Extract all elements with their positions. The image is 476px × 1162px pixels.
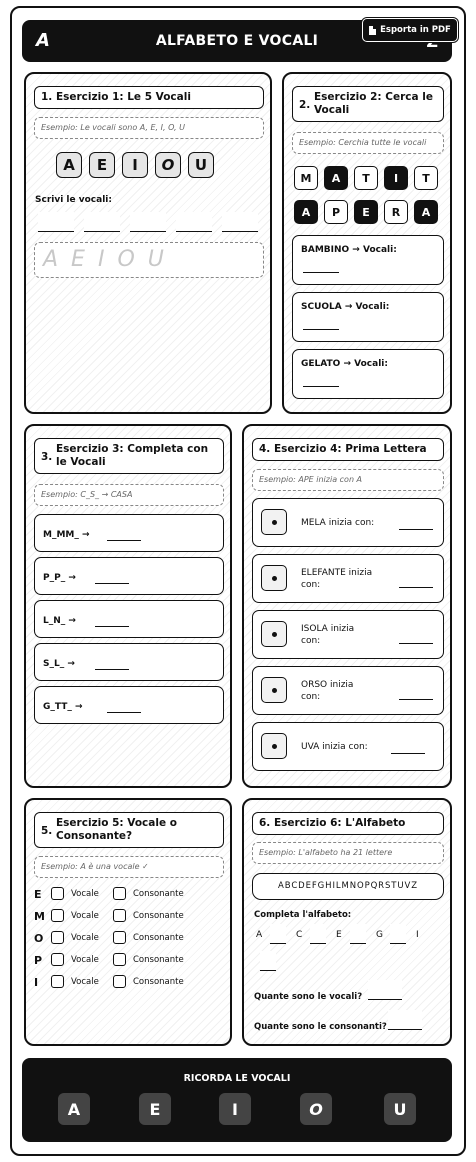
alphabet-letter: E xyxy=(336,930,342,940)
letter-grid-cell[interactable]: T xyxy=(354,166,378,190)
exercise-4-card xyxy=(242,424,452,788)
letter-grid-cell[interactable]: I xyxy=(384,166,408,190)
exercise-5-card xyxy=(24,798,232,1046)
word-vowels-box xyxy=(292,292,444,342)
alphabet-strip: ABCDEFGHILMNOPQRSTUVZ xyxy=(252,873,444,900)
vowel-answer-line[interactable] xyxy=(176,212,212,232)
exercise-2-title-text: Esercizio 2: Cerca le Vocali xyxy=(314,91,433,116)
exercise-5-number: 5. xyxy=(41,825,53,837)
exercise-1-title: 1. Esercizio 1: Le 5 Vocali xyxy=(34,86,264,109)
letter-grid-cell[interactable]: P xyxy=(324,200,348,224)
vowel-checkbox[interactable] xyxy=(51,887,64,900)
letter-label: E xyxy=(34,888,42,901)
consonant-checkbox[interactable] xyxy=(113,931,126,944)
word-vowels-box xyxy=(292,235,444,285)
dot-icon xyxy=(272,520,277,525)
letter-grid-cell[interactable]: A xyxy=(294,200,318,224)
consonant-checkbox[interactable] xyxy=(113,975,126,988)
complete-word-box xyxy=(34,643,224,681)
exercise-3-title xyxy=(34,438,224,474)
exercise-3-title-text: Esercizio 3: Completa con le Vocali xyxy=(56,443,209,468)
word-pattern: P_P_ → xyxy=(43,573,76,583)
exercise-2-title xyxy=(292,86,444,122)
vowel-count-answer[interactable] xyxy=(368,980,402,1000)
picture-placeholder xyxy=(261,509,287,535)
first-letter-question: ORSO inizia con: xyxy=(301,680,354,702)
alphabet-blank[interactable] xyxy=(350,924,366,944)
alphabet-letter: I xyxy=(416,930,419,940)
vowel-answer-line[interactable] xyxy=(38,212,74,232)
write-vowels-label: Scrivi le vocali: xyxy=(35,195,112,205)
complete-word-box xyxy=(34,557,224,595)
footer-vowel-e: E xyxy=(139,1093,171,1125)
picture-placeholder xyxy=(261,565,287,591)
vowel-tile-e: E xyxy=(89,152,115,178)
export-pdf-label: Esporta in PDF xyxy=(380,25,451,35)
exercise-5-title xyxy=(34,812,224,848)
alphabet-blank[interactable] xyxy=(270,924,286,944)
alphabet-letter: G xyxy=(376,930,383,940)
footer-vowel-a: A xyxy=(58,1093,90,1125)
first-letter-box xyxy=(252,666,444,715)
vowel-label: Vocale xyxy=(71,889,99,899)
word-vowels-answer[interactable] xyxy=(303,272,339,273)
complete-word-box xyxy=(34,686,224,724)
word-vowels-box xyxy=(292,349,444,399)
alphabet-blank[interactable] xyxy=(310,924,326,944)
letter-grid-cell[interactable]: T xyxy=(414,166,438,190)
word-pattern: G_TT_ → xyxy=(43,702,83,712)
trace-vowels-box: AEIOU xyxy=(34,242,264,278)
footer-vowel-u: U xyxy=(384,1093,416,1125)
word-pattern: M_MM_ → xyxy=(43,530,90,540)
header-letter-a: A xyxy=(36,30,50,51)
word-answer-line[interactable] xyxy=(107,540,141,541)
page-title: ALFABETO E VOCALI xyxy=(155,33,319,49)
consonant-label: Consonante xyxy=(133,977,184,987)
picture-placeholder xyxy=(261,621,287,647)
letter-label: M xyxy=(34,910,45,923)
consonant-label: Consonante xyxy=(133,933,184,943)
first-letter-answer[interactable] xyxy=(399,587,433,588)
first-letter-box xyxy=(252,610,444,659)
dot-icon xyxy=(272,744,277,749)
exercise-6-title: 6. Esercizio 6: L'Alfabeto xyxy=(252,812,444,835)
vowel-label: Vocale xyxy=(71,955,99,965)
complete-word-box xyxy=(34,514,224,552)
dot-icon xyxy=(272,688,277,693)
vowel-answer-line[interactable] xyxy=(84,212,120,232)
first-letter-answer[interactable] xyxy=(399,699,433,700)
word-answer-line[interactable] xyxy=(95,583,129,584)
vowel-label: Vocale xyxy=(71,977,99,987)
consonant-checkbox[interactable] xyxy=(113,909,126,922)
first-letter-question: ELEFANTE inizia con: xyxy=(301,568,373,590)
first-letter-answer[interactable] xyxy=(399,529,433,530)
consonant-checkbox[interactable] xyxy=(113,953,126,966)
consonant-count-answer[interactable] xyxy=(388,1010,422,1030)
letter-grid-cell[interactable]: A xyxy=(414,200,438,224)
document-icon xyxy=(369,26,376,35)
letter-grid-cell[interactable]: E xyxy=(354,200,378,224)
word-vowels-answer[interactable] xyxy=(303,386,339,387)
first-letter-question: MELA inizia con: xyxy=(301,518,375,528)
exercise-2-number: 2. xyxy=(299,99,311,111)
exercise-2-example: Esempio: Cerchia tutte le vocali xyxy=(292,132,444,154)
word-vowels-label: BAMBINO → Vocali: xyxy=(301,245,397,255)
alphabet-blank[interactable] xyxy=(260,951,276,971)
alphabet-letter: A xyxy=(256,930,263,940)
vowel-answer-line[interactable] xyxy=(130,212,166,232)
word-pattern: L_N_ → xyxy=(43,616,76,626)
letter-label: P xyxy=(34,954,43,967)
word-answer-line[interactable] xyxy=(95,669,129,670)
vowel-tile-u: U xyxy=(188,152,214,178)
consonant-label: Consonante xyxy=(133,911,184,921)
dot-icon xyxy=(272,632,277,637)
first-letter-question: UVA inizia con: xyxy=(301,742,368,752)
exercise-2-card xyxy=(282,72,452,414)
complete-word-box xyxy=(34,600,224,638)
first-letter-answer[interactable] xyxy=(399,643,433,644)
vowel-label: Vocale xyxy=(71,911,99,921)
exercise-4-example: Esempio: APE inizia con A xyxy=(252,469,444,491)
remember-vowels-title: RICORDA LE VOCALI xyxy=(183,1073,291,1084)
footer-vowel-i: I xyxy=(219,1093,251,1125)
vowel-label: Vocale xyxy=(71,933,99,943)
exercise-5-example: Esempio: A è una vocale ✓ xyxy=(34,856,224,878)
first-letter-question: ISOLA inizia con: xyxy=(301,624,355,646)
first-letter-box xyxy=(252,554,444,603)
vowel-tile-i: I xyxy=(122,152,148,178)
alphabet-letter: C xyxy=(296,930,303,940)
consonant-count-question: Quante sono le consonanti? xyxy=(254,1022,387,1032)
export-pdf-button[interactable] xyxy=(362,18,458,42)
exercise-6-card xyxy=(242,798,452,1046)
word-answer-line[interactable] xyxy=(107,712,141,713)
vowel-checkbox[interactable] xyxy=(51,953,64,966)
picture-placeholder xyxy=(261,733,287,759)
exercise-6-example: Esempio: L'alfabeto ha 21 lettere xyxy=(252,842,444,864)
exercise-3-card xyxy=(24,424,232,788)
letter-label: O xyxy=(34,932,44,945)
consonant-checkbox[interactable] xyxy=(113,887,126,900)
vowel-tile-o: O xyxy=(155,152,181,178)
alphabet-blank[interactable] xyxy=(390,924,406,944)
vowel-checkbox[interactable] xyxy=(51,909,64,922)
dot-icon xyxy=(272,576,277,581)
letter-grid-cell[interactable]: M xyxy=(294,166,318,190)
vowel-tile-a: A xyxy=(56,152,82,178)
first-letter-box xyxy=(252,498,444,547)
consonant-label: Consonante xyxy=(133,955,184,965)
letter-label: I xyxy=(34,976,39,989)
remember-vowels-bar xyxy=(22,1058,452,1142)
exercise-3-number: 3. xyxy=(41,451,53,463)
word-vowels-label: GELATO → Vocali: xyxy=(301,359,388,369)
letter-grid-cell[interactable]: A xyxy=(324,166,348,190)
vowel-checkbox[interactable] xyxy=(51,975,64,988)
word-answer-line[interactable] xyxy=(95,626,129,627)
exercise-1-example: Esempio: Le vocali sono A, E, I, O, U xyxy=(34,117,264,139)
vowel-checkbox[interactable] xyxy=(51,931,64,944)
exercise-1-card xyxy=(24,72,272,414)
picture-placeholder xyxy=(261,677,287,703)
first-letter-box xyxy=(252,722,444,771)
word-pattern: S_L_ → xyxy=(43,659,75,669)
letter-grid-cell[interactable]: R xyxy=(384,200,408,224)
exercise-4-title: 4. Esercizio 4: Prima Lettera xyxy=(252,438,444,461)
vowel-count-question: Quante sono le vocali? xyxy=(254,992,363,1002)
first-letter-answer[interactable] xyxy=(391,753,425,754)
word-vowels-label: SCUOLA → Vocali: xyxy=(301,302,390,312)
complete-alphabet-label: Completa l'alfabeto: xyxy=(254,910,352,920)
vowel-answer-line[interactable] xyxy=(222,212,258,232)
exercise-3-example: Esempio: C_S_ → CASA xyxy=(34,484,224,506)
word-vowels-answer[interactable] xyxy=(303,329,339,330)
footer-vowel-o: O xyxy=(300,1093,332,1125)
exercise-5-title-text: Esercizio 5: Vocale o Consonante? xyxy=(56,817,177,842)
consonant-label: Consonante xyxy=(133,889,184,899)
